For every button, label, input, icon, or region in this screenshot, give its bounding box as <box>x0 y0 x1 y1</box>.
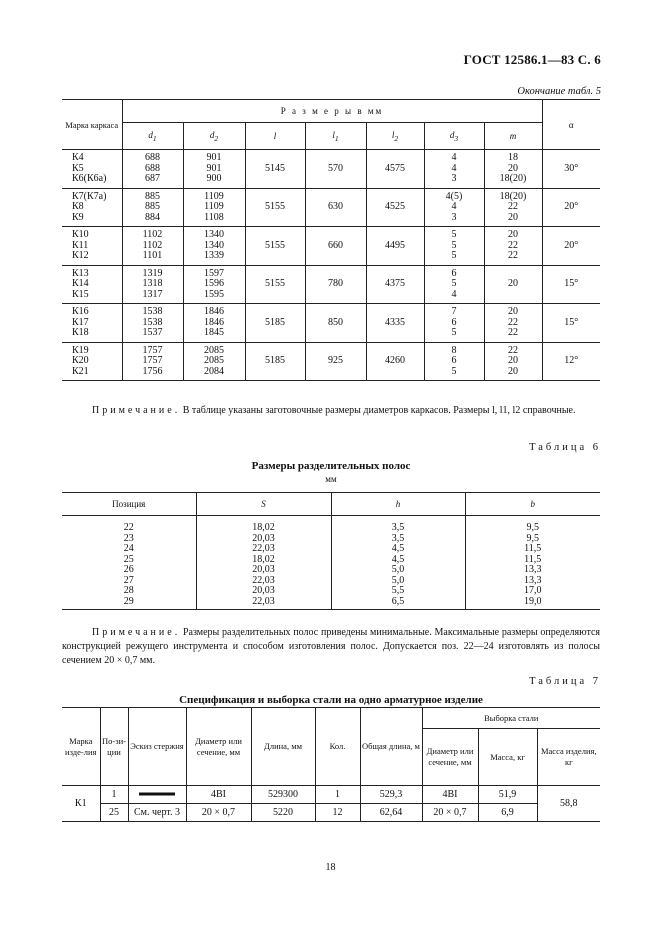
col-d1-header: $d_1$ <box>122 123 183 150</box>
frame-mark: К7(К7а) <box>72 190 107 202</box>
table-6-title: Размеры разделительных полос <box>251 460 411 472</box>
frame-mark: К9 <box>72 211 84 223</box>
cell-l: 5155 <box>245 227 305 266</box>
table-cell: 13,3 <box>465 565 600 576</box>
cell-value: 1597 <box>204 267 224 279</box>
cell-value: 1538 <box>142 306 163 317</box>
table-row <box>62 265 600 304</box>
cell-value: 901 <box>206 162 222 174</box>
table-cell: 22,03 <box>196 597 331 610</box>
cell-value: 22 <box>508 250 518 261</box>
cell-value: 1538 <box>142 316 163 328</box>
cell-d1 <box>122 342 183 381</box>
cell-value: 885 <box>145 190 160 202</box>
cell-value: 1318 <box>142 278 163 289</box>
cell-value: 1846 <box>204 316 224 328</box>
cell-value: 1596 <box>204 278 224 289</box>
cell-alpha: 20° <box>542 227 600 266</box>
cell-value: 6 <box>451 355 457 366</box>
table-cell: 19,0 <box>465 597 600 610</box>
frame-mark: К10 <box>72 229 89 240</box>
table-row <box>62 304 600 343</box>
cell-value: 3 <box>451 173 457 184</box>
cell-value: 20 <box>508 278 518 289</box>
col-l2-header: $l_2$ <box>366 123 424 150</box>
table-cell: 3,5 <box>331 534 465 545</box>
cell-value: 22 <box>508 316 518 328</box>
cell-total-length: 529,3 <box>360 786 422 804</box>
cell-value: 4 <box>451 162 457 174</box>
cell-value: 1101 <box>142 250 163 261</box>
cell-value: 901 <box>206 152 222 163</box>
table-6-unit: мм <box>325 474 337 484</box>
cell-value: 8 <box>451 344 457 356</box>
cell-value: 1846 <box>204 306 224 317</box>
note-label: Примечание. <box>92 627 181 638</box>
col-position-header: Позиция <box>62 493 196 516</box>
cell-l: 5185 <box>245 304 305 343</box>
cell-l2: 4525 <box>366 188 424 227</box>
frame-mark: К5 <box>72 162 84 174</box>
table-row <box>62 576 600 587</box>
table-cell: 24 <box>123 543 134 554</box>
cell-m <box>484 227 542 266</box>
table-7-caption: Таблица 7 <box>529 676 601 687</box>
cell-m <box>484 304 542 343</box>
col-alpha-header: α <box>542 100 600 150</box>
frame-mark: К15 <box>72 288 89 300</box>
cell-marks <box>62 227 122 266</box>
cell-l1: 850 <box>305 304 366 343</box>
table-cell: 4,5 <box>331 555 465 566</box>
cell-sel-mass: 51,9 <box>478 786 537 804</box>
cell-l1: 780 <box>305 265 366 304</box>
cell-m <box>484 188 542 227</box>
table-cell: 28 <box>123 585 134 596</box>
table-cell: 18,02 <box>196 516 331 534</box>
cell-d2 <box>183 342 245 381</box>
col-position-header: По-зи-ции <box>100 708 128 786</box>
cell-value: 1340 <box>204 239 224 251</box>
table-cell: 9,5 <box>465 534 600 545</box>
cell-value: 1757 <box>142 344 163 356</box>
cell-value: 2084 <box>204 365 224 377</box>
cell-l: 5145 <box>245 150 305 189</box>
cell-value: 900 <box>206 173 222 184</box>
cell-d3 <box>424 188 484 227</box>
cell-diameter: 20 × 0,7 <box>186 804 251 822</box>
cell-value: 688 <box>145 162 160 174</box>
cell-value: 6 <box>451 267 457 279</box>
cell-l2: 4335 <box>366 304 424 343</box>
cell-value: 20 <box>508 365 518 377</box>
cell-value: 20 <box>508 355 518 366</box>
frame-mark: К11 <box>72 239 89 251</box>
table-row <box>62 544 600 555</box>
cell-value: 6 <box>451 316 457 328</box>
cell-marks <box>62 265 122 304</box>
cell-d1 <box>122 304 183 343</box>
table-cell: 5,0 <box>331 576 465 587</box>
cell-value: 20 <box>508 162 518 174</box>
cell-value: 4 <box>451 152 457 163</box>
table-cell: 23 <box>123 532 134 544</box>
cell-value: 1845 <box>204 327 224 338</box>
table-cell: 5,0 <box>331 565 465 576</box>
table-cell: 4,5 <box>331 544 465 555</box>
table-cell: 20,03 <box>196 565 331 576</box>
cell-l2: 4575 <box>366 150 424 189</box>
table-cell: 5,5 <box>331 586 465 597</box>
cell-value: 1757 <box>142 355 163 366</box>
cell-d3 <box>424 227 484 266</box>
col-l1-header: $l_1$ <box>305 123 366 150</box>
cell-value: 7 <box>451 306 457 317</box>
note-text: Размеры разделительных полос приведены минимальные. Максимальные размеры определяются конструкцией режущего инструмента и способом изготовления полос. Допускается поз. 22—24 изготовлять из полосы сечением 20 × 0,7 мм. <box>62 627 601 666</box>
table-row <box>62 342 600 381</box>
frame-mark: К8 <box>72 201 84 212</box>
cell-d1 <box>122 265 183 304</box>
cell-value: 1339 <box>204 250 224 261</box>
cell-value: 20 <box>508 211 518 223</box>
frame-mark: К12 <box>72 250 89 261</box>
cell-l1: 925 <box>305 342 366 381</box>
cell-d3 <box>424 304 484 343</box>
table-7-title: Спецификация и выборка стали на одно арматурное изделие <box>179 694 483 706</box>
cell-m <box>484 265 542 304</box>
cell-item-mass: 58,8 <box>537 786 600 822</box>
cell-value: 5 <box>451 250 457 261</box>
cell-value: 2085 <box>204 355 224 366</box>
frame-mark: К21 <box>72 365 89 377</box>
frame-mark: К18 <box>72 327 89 338</box>
col-sketch-header: Эскиз стержня <box>128 708 186 786</box>
table-row <box>62 786 600 804</box>
cell-d2 <box>183 227 245 266</box>
cell-l2: 4495 <box>366 227 424 266</box>
table-cell: 6,5 <box>331 597 465 610</box>
cell-position: 1 <box>100 786 128 804</box>
cell-marks <box>62 150 122 189</box>
cell-l2: 4375 <box>366 265 424 304</box>
cell-alpha: 15° <box>542 265 600 304</box>
col-d2-header: $d_2$ <box>183 123 245 150</box>
cell-value: 20 <box>508 306 518 317</box>
table-cell: 29 <box>62 597 196 610</box>
cell-qty: 1 <box>315 786 360 804</box>
table-5-frame-sizes <box>62 99 600 381</box>
cell-value: 22 <box>508 201 518 212</box>
table-cell: 17,0 <box>465 586 600 597</box>
cell-value: 885 <box>145 201 160 212</box>
col-total-length-header: Общая длина, м <box>360 708 422 786</box>
frame-mark: К17 <box>72 316 89 328</box>
table-cell: 27 <box>123 574 134 586</box>
cell-d1 <box>122 227 183 266</box>
table-6-caption: Таблица 6 <box>529 442 601 453</box>
page-number: 18 <box>325 862 336 873</box>
col-steel-selection-header: Выборка стали <box>422 708 600 729</box>
col-mark-header: Марка каркаса <box>62 100 122 150</box>
frame-mark: К20 <box>72 355 89 366</box>
col-item-mass-header: Масса изделия, кг <box>537 729 600 786</box>
col-diameter-header: Диаметр или сечение, мм <box>186 708 251 786</box>
table-row <box>62 188 600 227</box>
cell-value: 1108 <box>204 211 224 223</box>
col-h-header: h <box>331 493 465 516</box>
cell-value: 4(5) <box>445 190 463 202</box>
cell-alpha: 30° <box>542 150 600 189</box>
cell-value: 18 <box>508 152 518 163</box>
table-6-separator-strips <box>62 492 600 610</box>
cell-value: 4 <box>451 288 457 300</box>
frame-mark: К13 <box>72 267 89 279</box>
table-row <box>62 227 600 266</box>
table-6-note <box>62 626 600 668</box>
col-s-header: S <box>196 493 331 516</box>
cell-m <box>484 342 542 381</box>
cell-sel-diameter: 20 × 0,7 <box>422 804 478 822</box>
cell-m <box>484 150 542 189</box>
table-cell: 22,03 <box>196 544 331 555</box>
col-sizes-header: Р а з м е р ы в мм <box>122 100 542 123</box>
cell-l2: 4260 <box>366 342 424 381</box>
cell-d3 <box>424 342 484 381</box>
cell-value: 22 <box>508 239 518 251</box>
table-continuation-label: Окончание табл. 5 <box>517 86 601 97</box>
cell-value: 1319 <box>142 267 163 279</box>
cell-value: 1102 <box>142 239 163 251</box>
table-cell: 3,5 <box>331 516 465 534</box>
col-length-header: Длина, мм <box>251 708 315 786</box>
cell-value: 20 <box>508 229 518 240</box>
table-cell: 13,3 <box>465 576 600 587</box>
cell-l1: 570 <box>305 150 366 189</box>
cell-value: 5 <box>451 229 457 240</box>
cell-value: 1317 <box>142 288 163 300</box>
col-d3-header: $d_3$ <box>424 123 484 150</box>
cell-value: 1595 <box>204 288 224 300</box>
rod-sketch <box>128 786 186 804</box>
col-l-header: l <box>245 123 305 150</box>
cell-value: 1109 <box>204 201 224 212</box>
cell-marks <box>62 304 122 343</box>
cell-value: 5 <box>451 239 457 251</box>
frame-mark: К16 <box>72 306 89 317</box>
note-label: Примечание. <box>92 405 181 416</box>
table-cell: 9,5 <box>465 516 600 534</box>
col-sel-mass-header: Масса, кг <box>478 729 537 786</box>
cell-value: 5 <box>451 278 457 289</box>
table-row <box>62 597 600 610</box>
cell-sketch: См. черт. 3 <box>128 804 186 822</box>
cell-d1 <box>122 150 183 189</box>
table-7-specification <box>62 707 600 822</box>
cell-d2 <box>183 188 245 227</box>
cell-value: 22 <box>508 344 518 356</box>
cell-value: 18(20) <box>499 173 527 184</box>
cell-d2 <box>183 150 245 189</box>
cell-sel-diameter: 4ВI <box>422 786 478 804</box>
frame-mark: К4 <box>72 152 84 163</box>
cell-sel-mass: 6,9 <box>478 804 537 822</box>
table-row <box>62 565 600 576</box>
table-row <box>62 516 600 534</box>
cell-d3 <box>424 265 484 304</box>
table-cell: 20,03 <box>196 586 331 597</box>
cell-length: 529300 <box>251 786 315 804</box>
cell-value: 688 <box>145 152 160 163</box>
cell-diameter: 4ВI <box>186 786 251 804</box>
table-cell: 22 <box>123 522 134 533</box>
note-text: В таблице указаны заготовочные размеры диаметров каркасов. Размеры l, l1, l2 справочные. <box>182 405 576 416</box>
cell-value: 884 <box>145 211 160 223</box>
cell-marks <box>62 342 122 381</box>
cell-l: 5155 <box>245 188 305 227</box>
document-header: ГОСТ 12586.1—83 С. 6 <box>463 52 601 67</box>
table-cell: 11,5 <box>465 555 600 566</box>
cell-l1: 630 <box>305 188 366 227</box>
cell-value: 18(20) <box>499 190 527 202</box>
col-sel-diameter-header: Диаметр или сечение, мм <box>422 729 478 786</box>
cell-marks <box>62 188 122 227</box>
cell-d2 <box>183 304 245 343</box>
table-cell: 11,5 <box>465 544 600 555</box>
frame-mark: К14 <box>72 278 89 289</box>
cell-d3 <box>424 150 484 189</box>
cell-alpha: 20° <box>542 188 600 227</box>
col-m-header: m <box>484 123 542 150</box>
cell-value: 1537 <box>142 327 163 338</box>
cell-l1: 660 <box>305 227 366 266</box>
cell-value: 5 <box>451 365 457 377</box>
cell-alpha: 15° <box>542 304 600 343</box>
cell-value: 4 <box>451 201 457 212</box>
cell-total-length: 62,64 <box>360 804 422 822</box>
col-item-mark-header: Марка изде-лия <box>62 708 100 786</box>
table-cell: 22,03 <box>196 576 331 587</box>
cell-value: 1102 <box>142 229 163 240</box>
table-cell: 18,02 <box>196 555 331 566</box>
cell-position: 25 <box>100 804 128 822</box>
cell-d1 <box>122 188 183 227</box>
col-qty-header: Кол. <box>315 708 360 786</box>
table-5-note <box>92 404 600 418</box>
cell-value: 2085 <box>204 344 224 356</box>
cell-d2 <box>183 265 245 304</box>
cell-value: 1109 <box>204 190 224 202</box>
table-row <box>62 555 600 566</box>
table-row <box>62 534 600 545</box>
cell-value: 22 <box>508 327 518 338</box>
frame-mark: К6(К6а) <box>72 173 107 184</box>
item-mark: К1 <box>62 786 100 822</box>
cell-length: 5220 <box>251 804 315 822</box>
cell-alpha: 12° <box>542 342 600 381</box>
table-row <box>62 804 600 822</box>
cell-qty: 12 <box>315 804 360 822</box>
table-row <box>62 586 600 597</box>
cell-value: 1756 <box>142 365 163 377</box>
table-row <box>62 150 600 189</box>
cell-l: 5185 <box>245 342 305 381</box>
cell-value: 3 <box>451 211 457 223</box>
table-cell: 20,03 <box>196 534 331 545</box>
cell-l: 5155 <box>245 265 305 304</box>
col-b-header: b <box>465 493 600 516</box>
table-cell: 25 <box>123 553 134 565</box>
frame-mark: К19 <box>72 344 89 356</box>
cell-value: 1340 <box>204 229 224 240</box>
straight-rod-icon <box>137 791 177 797</box>
table-cell: 26 <box>123 564 134 575</box>
cell-value <box>485 290 542 301</box>
cell-value: 5 <box>451 327 457 338</box>
cell-value: 687 <box>145 173 160 184</box>
